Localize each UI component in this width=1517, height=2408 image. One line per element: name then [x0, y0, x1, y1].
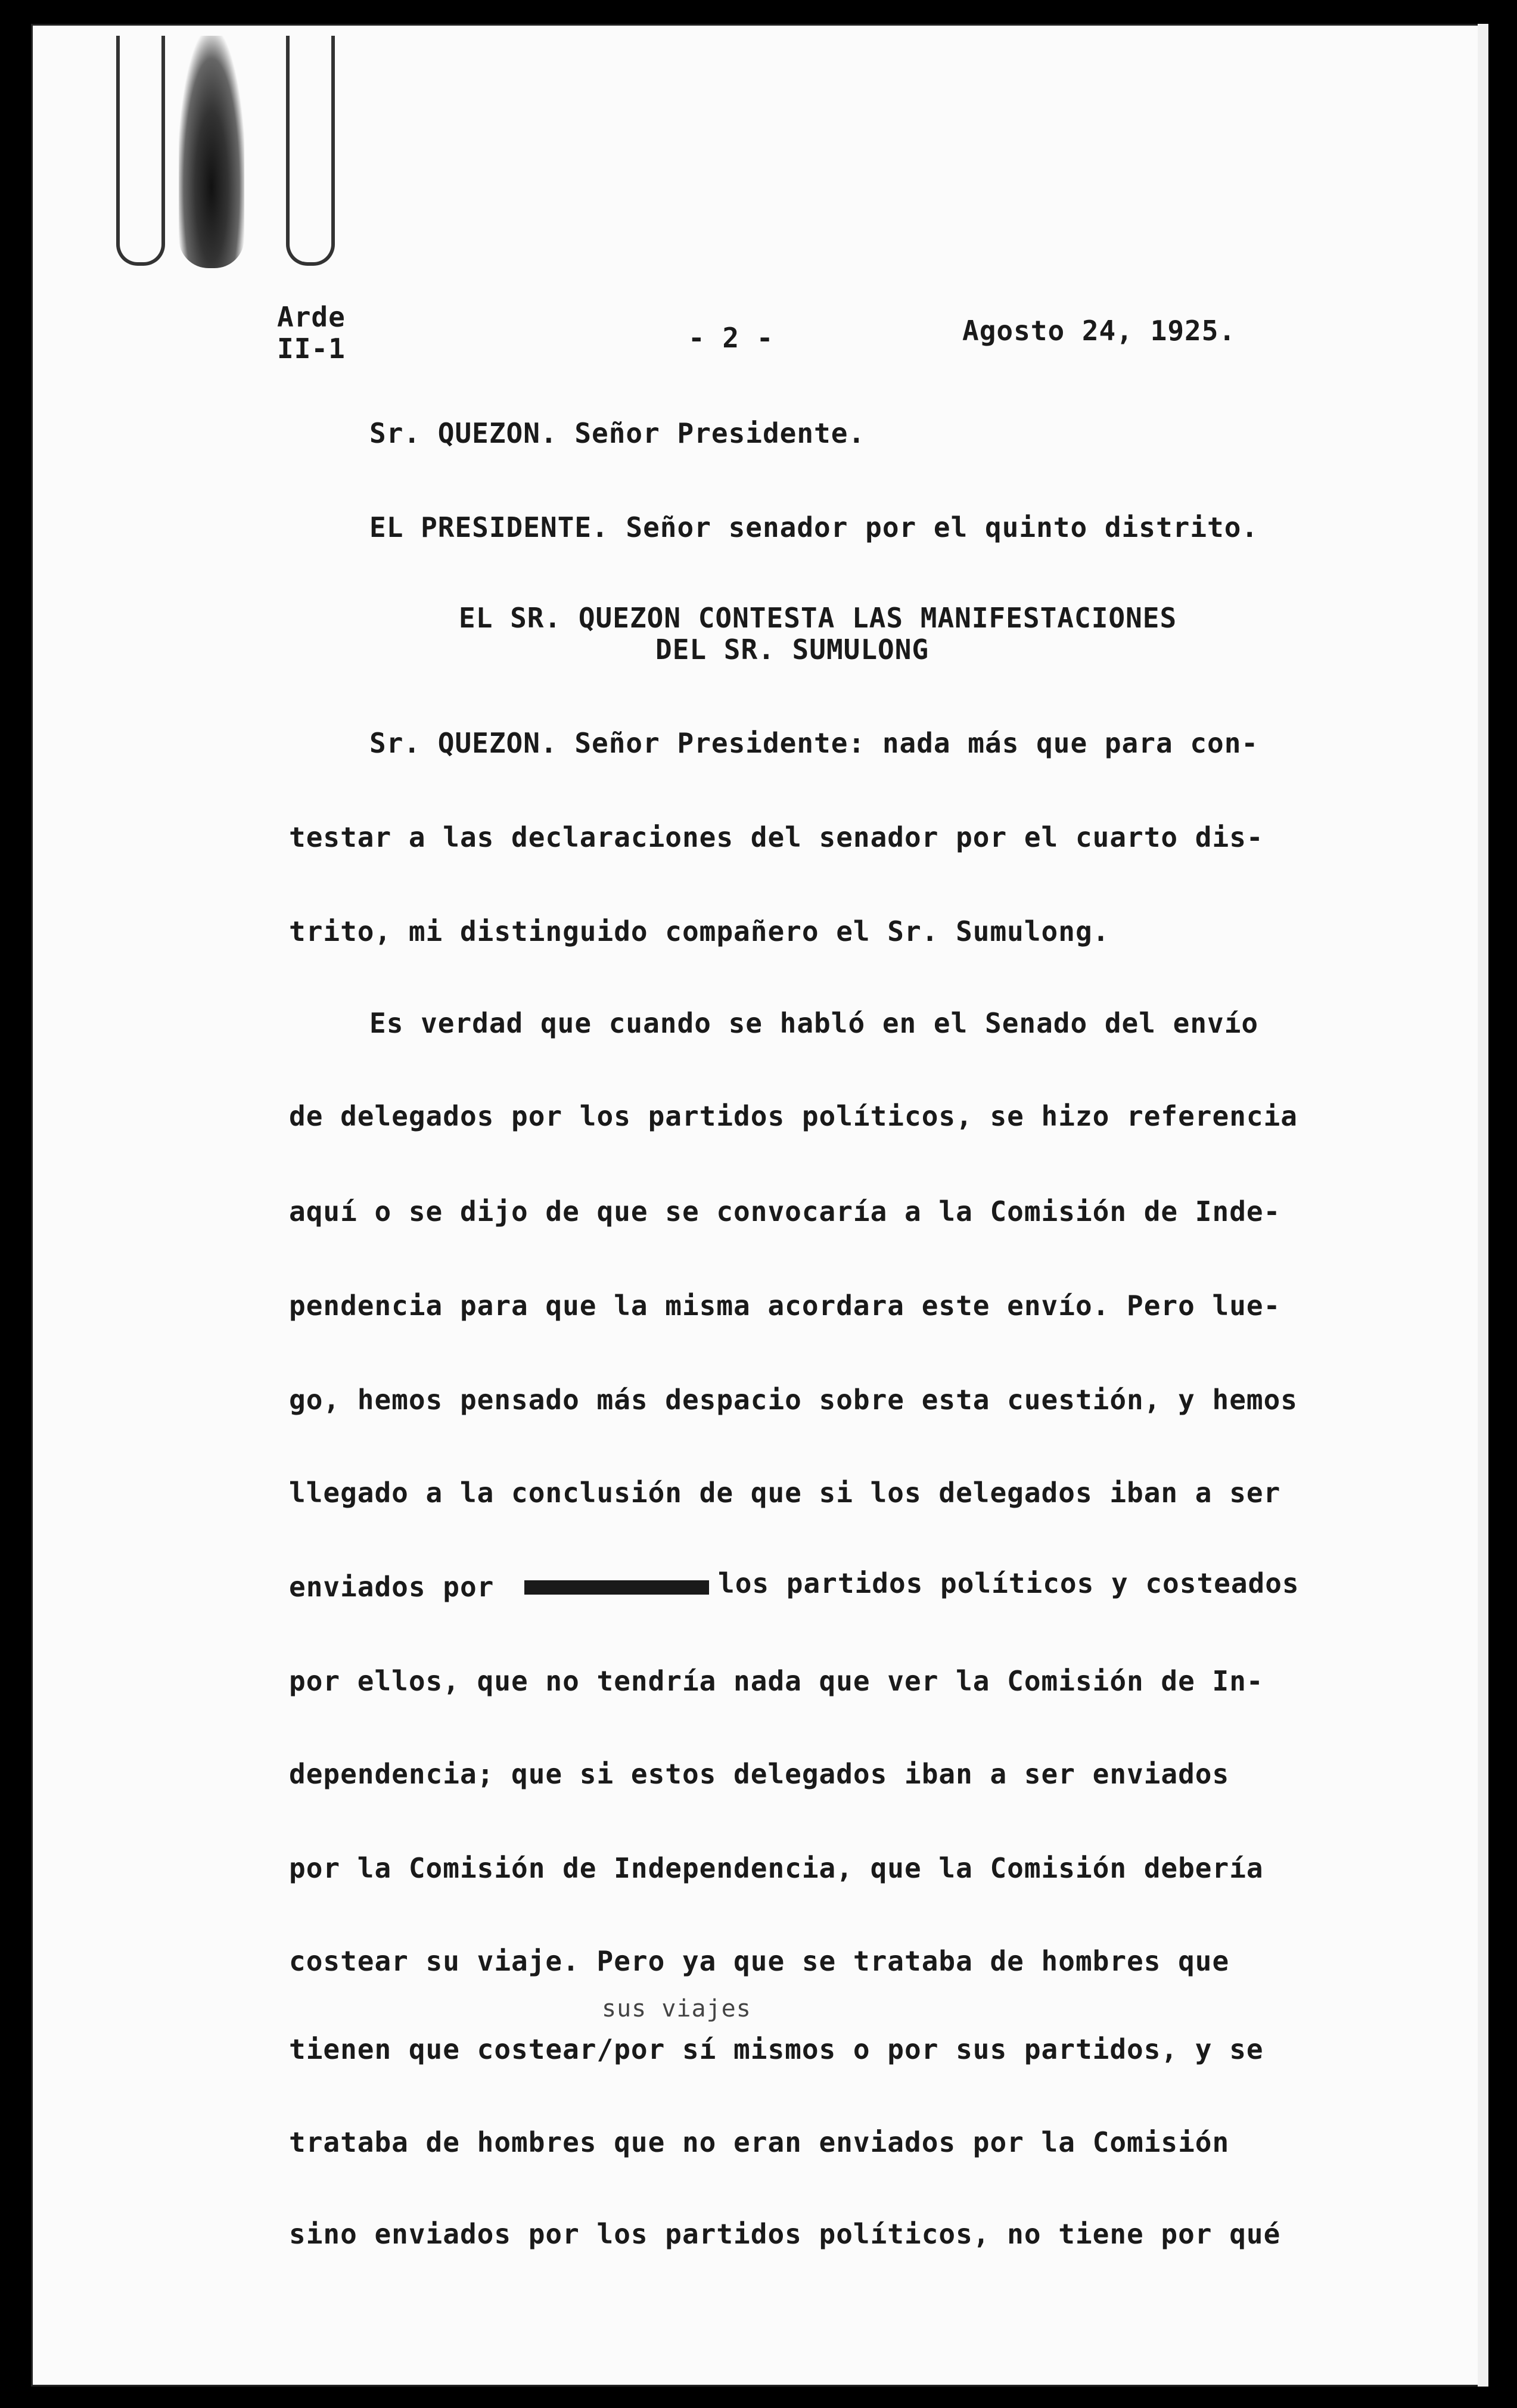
- speaker-line: EL PRESIDENTE. Señor senador por el quinto distrito.: [369, 511, 1259, 543]
- body-line: por la Comisión de Independencia, que la Comisión debería: [289, 1852, 1264, 1884]
- body-line: los partidos políticos y costeados: [718, 1567, 1300, 1599]
- speaker-line: Sr. QUEZON. Señor Presidente.: [369, 417, 866, 449]
- body-line: sino enviados por los partidos políticos, no tiene por qué: [289, 2218, 1281, 2250]
- page-edge: [1478, 24, 1488, 2387]
- section-heading: EL SR. QUEZON CONTESTA LAS MANIFESTACIONES: [459, 602, 1177, 634]
- body-line: pendencia para que la misma acordara este envío. Pero lue-: [289, 1290, 1281, 1322]
- body-line: testar a las declaraciones del senador por el cuarto dis-: [289, 821, 1264, 853]
- section-heading: DEL SR. SUMULONG: [655, 633, 930, 666]
- file-code-line2: II-1: [277, 333, 346, 365]
- struck-out-word: [524, 1580, 709, 1595]
- file-code-line1: Arde: [277, 301, 346, 333]
- binder-clip-icon: [286, 36, 335, 266]
- body-line: Es verdad que cuando se habló en el Senado del envío: [369, 1007, 1259, 1039]
- body-line: trataba de hombres que no eran enviados por la Comisión: [289, 2126, 1230, 2158]
- body-line: aquí o se dijo de que se convocaría a la Comisión de Inde-: [289, 1195, 1281, 1228]
- body-line: enviados por: [289, 1571, 495, 1603]
- body-line: por ellos, que no tendría nada que ver la Comisión de In-: [289, 1665, 1264, 1697]
- body-line: Sr. QUEZON. Señor Presidente: nada más que para con-: [369, 727, 1259, 759]
- body-line: go, hemos pensado más despacio sobre esta cuestión, y hemos: [289, 1384, 1298, 1416]
- body-line: llegado a la conclusión de que si los delegados iban a ser: [289, 1477, 1281, 1509]
- binder-clip-icon: [116, 36, 165, 266]
- page-number: - 2 -: [688, 322, 774, 354]
- body-line: costear su viaje. Pero ya que se trataba de hombres que: [289, 1945, 1230, 1977]
- binder-clip-shadow-icon: [179, 36, 244, 268]
- document-date: Agosto 24, 1925.: [962, 315, 1236, 347]
- body-line: tienen que costear/por sí mismos o por sus partidos, y se: [289, 2033, 1264, 2065]
- body-line: de delegados por los partidos políticos, se hizo referencia: [289, 1100, 1298, 1132]
- body-line: dependencia; que si estos delegados iban a ser enviados: [289, 1758, 1230, 1790]
- body-line: trito, mi distinguido compañero el Sr. Sumulong.: [289, 915, 1110, 947]
- handwritten-insertion: sus viajes: [602, 1995, 751, 2022]
